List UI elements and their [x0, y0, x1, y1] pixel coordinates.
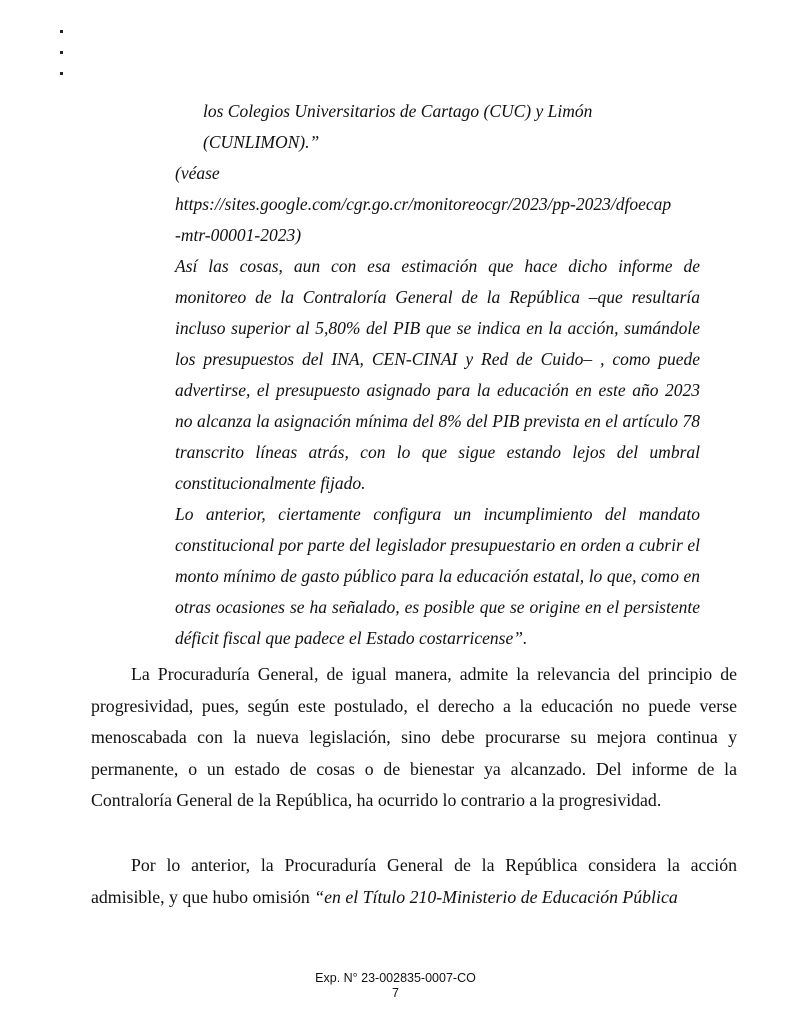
body-paragraph — [91, 850, 737, 913]
body-paragraph-text-start: Por lo anterior, la Procuraduría General de la República considera la acción admisible, y que hubo omisión — [91, 855, 737, 907]
page-number: 7 — [392, 986, 399, 1000]
quote-vease: (véase — [175, 163, 220, 183]
case-number: Exp. N° 23-002835-0007-CO — [315, 971, 476, 985]
page-footer — [0, 971, 791, 1001]
body-paragraph-quote: “en el Título 210-Ministerio de Educación Pública — [314, 886, 678, 907]
quote-paragraph: Lo anterior, ciertamente configura un incumplimiento del mandato constitucional por parte del legislador presupuestario en orden a cubrir el monto mínimo de gasto público para la educación estatal, lo que, como en otras ocasiones se ha señalado, es posible que se origine en el persistente déficit fiscal que padece el Estado costarricense”. — [175, 504, 700, 648]
margin-mark — [60, 51, 63, 54]
quote-url-line: https://sites.google.com/cgr.go.cr/monitoreocgr/2023/pp-2023/dfoecap — [175, 194, 672, 214]
margin-mark — [60, 30, 63, 33]
block-quote — [175, 96, 700, 654]
quote-paragraph: Así las cosas, aun con esa estimación que hace dicho informe de monitoreo de la Contraloría General de la República –que resultaría incluso superior al 5,80% del PIB que se indica en la acción, sumándole los presupuestos del INA, CEN-CINAI y Red de Cuido– , como puede advertirse, el presupuesto asignado para la educación en este año 2023 no alcanza la asignación mínima del 8% del PIB prevista en el artículo 78 transcrito líneas atrás, con lo que sigue estando lejos del umbral constitucionalmente fijado. — [175, 256, 700, 493]
quote-line: (CUNLIMON).” — [203, 132, 320, 152]
body-paragraph — [91, 659, 737, 817]
margin-mark — [60, 72, 63, 75]
body-paragraph-text: La Procuraduría General, de igual manera, admite la relevancia del principio de progresividad, pues, según este postulado, el derecho a la educación no puede verse menoscabada con la nueva legislación, sino debe procurarse su mejora continua y permanente, o un estado de cosas o de bienestar ya alcanzado. Del informe de la Contraloría General de la República, ha ocurrido lo contrario a la progresividad. — [91, 664, 737, 810]
quote-line: los Colegios Universitarios de Cartago (CUC) y Limón — [203, 101, 593, 121]
body-paragraph-text — [91, 850, 737, 913]
quote-url-line: -mtr-00001-2023) — [175, 225, 302, 245]
margin-marks — [60, 30, 63, 93]
